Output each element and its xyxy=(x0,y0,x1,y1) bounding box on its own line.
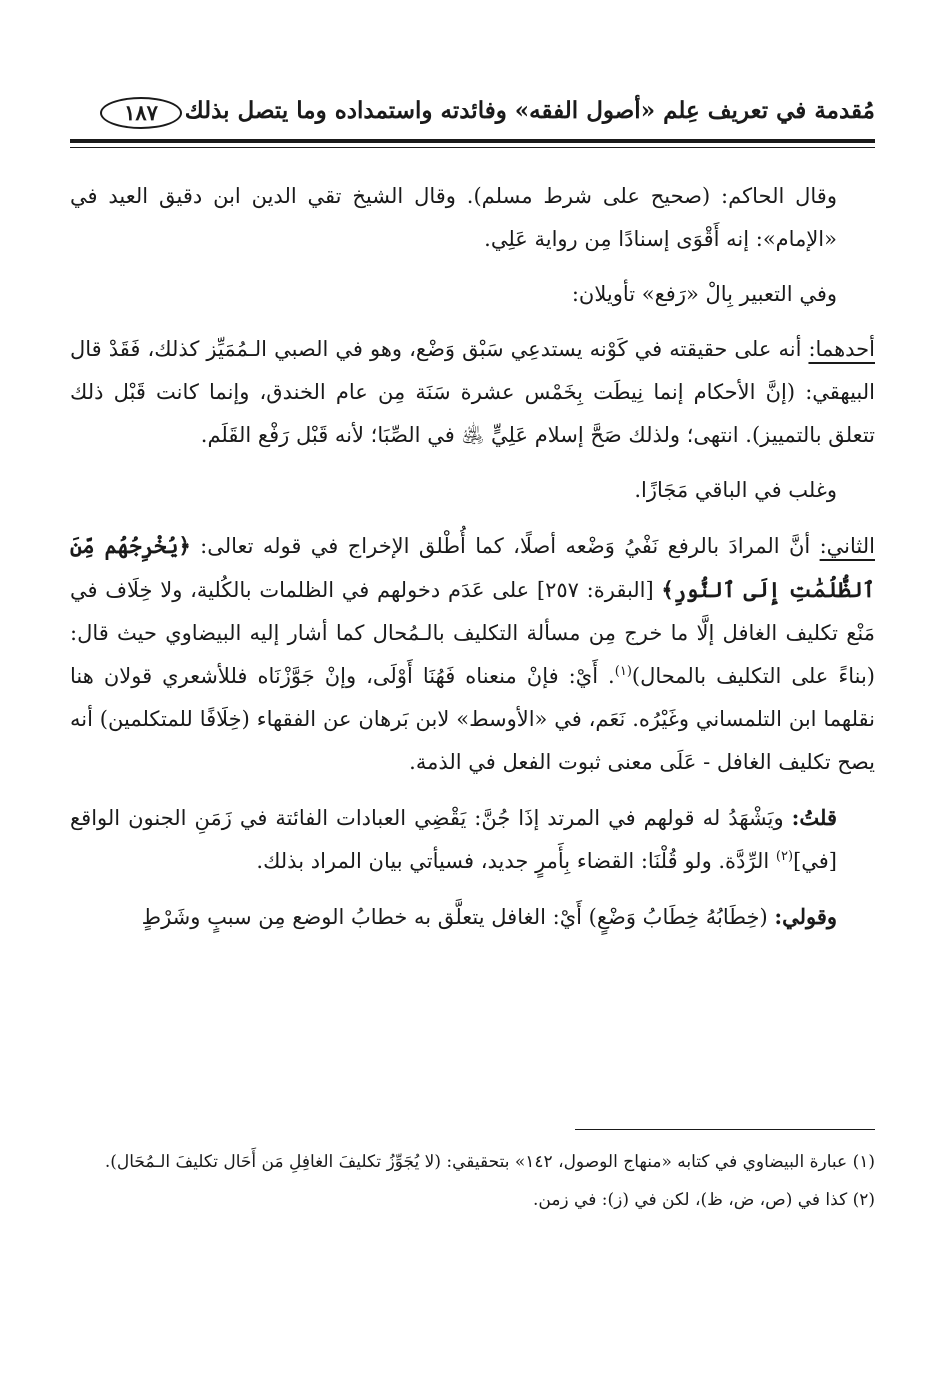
paragraph-4: وغلب في الباقي مَجَازًا. xyxy=(634,478,837,502)
footnote-2: (٢) كذا في (ص، ض، ظ)، لكن في (ز): في زمن. xyxy=(532,1190,875,1210)
paragraph-text: أنه على حقيقته في كَوْنه يستدعِي سَبْق وَضْع، وهو في الصبي الـمُمَيِّز كذلك، فَقَدْ قال البيهقي: (إنَّ الأحكام إنما نِيطَت بِخَمْس عشرة سَنَة مِن عام الخندق، وإنما كانت قَبْل ذلك تتعلق بالتمييز). انتهى؛ ولذلك صَحَّ إسلام عَلِيٍّ ﵁ في الصِّبَا؛ لأنه قَبْل رَفْع القَلَم. xyxy=(70,337,875,447)
paragraph-5 xyxy=(70,524,875,784)
paragraph-1: وقال الحاكم: (صحيح على شرط مسلم). وقال الشيخ تقي الدين ابن دقيق العيد في «الإمام»: إنه أَقْوَى إسنادًا مِن رواية عَلِي. xyxy=(70,184,837,251)
paragraph-lead: أحدهما: xyxy=(808,337,875,361)
header-rule-thick xyxy=(70,139,875,143)
footnotes xyxy=(70,1145,875,1221)
paragraph-3 xyxy=(70,328,875,457)
quran-verse: ﴿يُخْرِجُهُم مِّنَ ٱلظُّلُمَٰتِ إِلَى ٱلنُّورِ﴾ xyxy=(70,533,875,602)
page-header xyxy=(70,95,875,141)
paragraph-text: . أَيْ: فإنْ منعناه فَهُنَا أَوْلَى، وإنْ جَوَّزْنَاه فللأشعري قولان هنا نقلهما ابن التلمساني وغَيْرُه. نَعَم، في «الأوسط» لابن بَرهان عن الفقهاء (خِلَافًا للمتكلمين) أنه يصح تكليف الغافل - عَلَى معنى ثبوت الفعل في الذمة. xyxy=(70,664,875,774)
footnote-ref-1[interactable]: (١) xyxy=(614,664,632,679)
chapter-title: مُقدمة في تعريف عِلم «أصول الفقه» وفائدته واستمداده وما يتصل بذلك xyxy=(184,97,875,124)
footnote-1: (١) عبارة البيضاوي في كتابه «منهاج الوصول، ١٤٢» بتحقيقي: (لا يُجَوِّزُ تكليفَ الغافِلِ مَن أَحَال تكليفَ الـمُحَال). xyxy=(104,1152,875,1172)
paragraph-text: (خِطَابُهُ خِطَابُ وَضْعٍ) أَيْ: الغافل يتعلَّق به خطابُ الوضع مِن سببٍ وشَرْطٍ xyxy=(141,905,775,929)
paragraph-6 xyxy=(70,796,875,883)
paragraph-lead: قلتُ: xyxy=(791,805,837,830)
header-rule-thin xyxy=(70,147,875,148)
footnote-ref-2[interactable]: (٢) xyxy=(775,849,794,864)
paragraph-text: أنَّ المرادَ بالرفع نَفْيُ وَضْعه أصلًا، كما أُطْلق الإخراج في قوله تعالى: xyxy=(190,534,820,558)
paragraph-text: الرِّدَّة. ولو قُلْنَا: القضاء بِأَمرٍ جديد، فسيأتي بيان المراد بذلك. xyxy=(256,849,776,873)
paragraph-7 xyxy=(70,895,875,939)
paragraph-lead: الثاني: xyxy=(819,534,875,558)
paragraph-lead: وقولي: xyxy=(774,904,837,929)
paragraph-2: وفي التعبير بِالْ «رَفع» تأويلان: xyxy=(571,282,837,306)
document-page xyxy=(70,95,875,1325)
footnote-separator xyxy=(575,1129,875,1130)
paragraph-text: [البقرة: ٢٥٧] على عَدَم دخولهم في الظلمات بالكُلية، ولا خِلَاف في مَنْع تكليف الغافل إلَّا ما خرج مِن مسألة التكليف بالـمُحال كما أشار إليه البيضاوي حيث قال: (بناءً على التكليف بالمحال) xyxy=(70,578,875,688)
main-text xyxy=(70,175,875,951)
page-number-badge: ١٨٧ xyxy=(100,97,182,129)
paragraph-text: ويَشْهَدُ له قولهم في المرتد إذَا جُنَّ: يَقْضِي العبادات الفائتة في زَمَنِ الجنون الواقع [في] xyxy=(70,806,837,873)
